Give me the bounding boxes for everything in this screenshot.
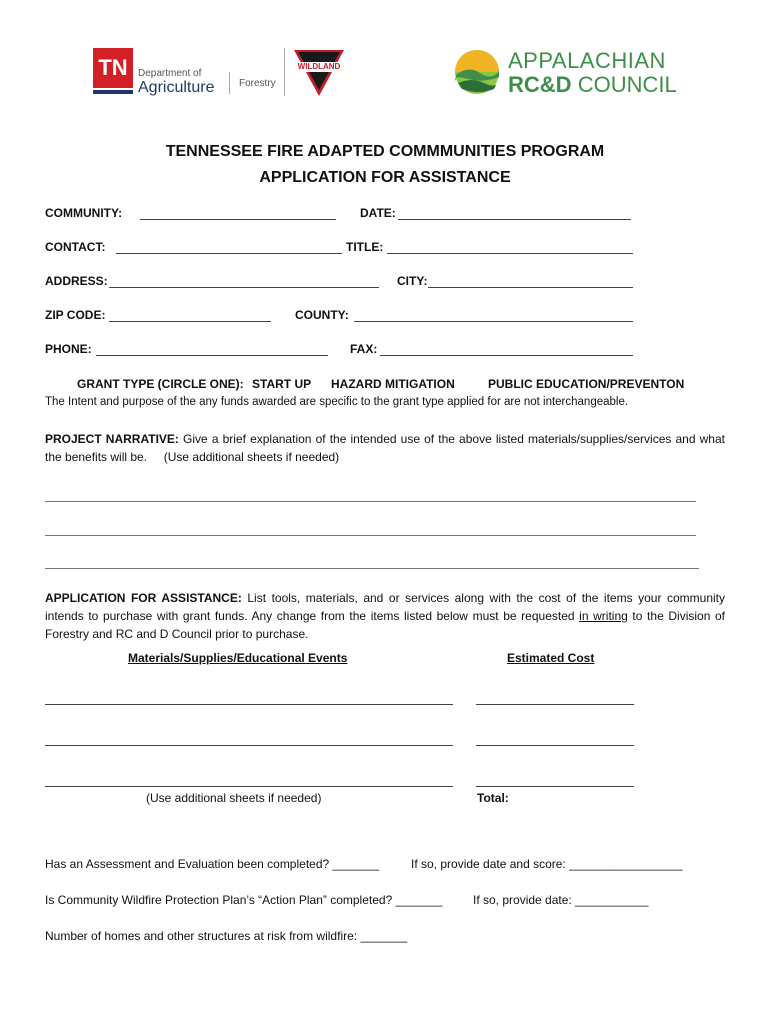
fax-label: FAX: [350, 342, 378, 356]
community-field[interactable] [140, 219, 336, 220]
narrative-line[interactable] [45, 568, 699, 569]
grant-type-label: GRANT TYPE (CIRCLE ONE): [77, 377, 244, 391]
forestry-label: Forestry [239, 78, 276, 89]
wildland-fire-logo [292, 46, 346, 98]
contact-label: CONTACT: [45, 240, 106, 254]
project-narrative-note: (Use additional sheets if needed) [163, 450, 340, 464]
logo-divider [284, 48, 285, 96]
phone-field[interactable] [96, 355, 328, 356]
homes-at-risk-question[interactable]: Number of homes and other structures at risk from wildfire: _______ [45, 929, 408, 943]
date-field[interactable] [398, 219, 631, 220]
city-field[interactable] [428, 287, 633, 288]
application-for-assistance [45, 589, 725, 643]
assessment-followup[interactable]: If so, provide date and score: _________________ [411, 857, 683, 871]
project-narrative-text: Give a brief explanation of the intended use of the above listed materials/supplies/services and what the benefits will be. [45, 432, 725, 464]
materials-line[interactable] [45, 786, 453, 787]
appalachian-rcd-logo [453, 46, 683, 98]
narrative-line[interactable] [45, 535, 696, 536]
contact-field[interactable] [116, 253, 342, 254]
city-label: CITY: [397, 274, 428, 288]
title-field[interactable] [387, 253, 633, 254]
materials-line[interactable] [45, 745, 453, 746]
additional-sheets-note: (Use additional sheets if needed) [146, 791, 322, 805]
community-label: COMMUNITY: [45, 206, 123, 220]
assessment-question[interactable]: Has an Assessment and Evaluation been completed? _______ [45, 857, 380, 871]
materials-column-header: Materials/Supplies/Educational Events [128, 651, 348, 665]
tn-agriculture-logo [93, 48, 233, 96]
grant-option-hazard-mitigation[interactable]: HAZARD MITIGATION [331, 377, 455, 391]
grant-option-public-education[interactable]: PUBLIC EDUCATION/PREVENTON [488, 377, 685, 391]
project-narrative [45, 430, 725, 466]
rolling-hills-icon [454, 49, 500, 95]
project-narrative-label: PROJECT NARRATIVE: [45, 432, 179, 446]
arc-line1: APPALACHIAN [508, 48, 666, 73]
cost-line[interactable] [476, 704, 634, 705]
cost-line[interactable] [476, 745, 634, 746]
materials-line[interactable] [45, 704, 453, 705]
grant-note: The Intent and purpose of the any funds awarded are specific to the grant type applied for are not interchangeable. [45, 396, 629, 408]
application-label: APPLICATION FOR ASSISTANCE: [45, 591, 242, 605]
grant-option-start-up[interactable]: START UP [252, 377, 312, 391]
total-label: Total: [477, 791, 509, 805]
tn-badge: TN [93, 48, 133, 88]
address-field[interactable] [109, 287, 379, 288]
wildland-label: WILDLAND [297, 62, 341, 71]
arc-rcd-label: RC&D [508, 72, 572, 97]
page-title-line1: TENNESSEE FIRE ADAPTED COMMMUNITIES PROGRAM [165, 143, 605, 160]
logo-divider [229, 72, 230, 94]
application-text-underline: in writing [579, 609, 628, 623]
application-text-b: to the Division of Forestry and RC and D Council prior to purchase. [45, 609, 725, 641]
dept-of-label: Department of [138, 68, 202, 79]
date-label: DATE: [360, 206, 396, 220]
phone-label: PHONE: [45, 342, 92, 356]
narrative-line[interactable] [45, 501, 696, 502]
county-label: COUNTY: [295, 308, 349, 322]
cwpp-question[interactable]: Is Community Wildfire Protection Plan’s “Action Plan” completed? _______ [45, 893, 443, 907]
fax-field[interactable] [380, 355, 633, 356]
title-label: TITLE: [346, 240, 384, 254]
application-text-a: List tools, materials, and or services along with the cost of the items your community intends to purchase with grant funds. Any change from the items listed below must be requested [45, 591, 725, 623]
arc-council-label: COUNCIL [577, 72, 677, 97]
cost-line[interactable] [476, 786, 634, 787]
tn-stripe [93, 90, 133, 94]
estimated-cost-column-header: Estimated Cost [507, 651, 595, 665]
zip-field[interactable] [109, 321, 271, 322]
agriculture-label: Agriculture [138, 79, 215, 96]
county-field[interactable] [354, 321, 633, 322]
zip-label: ZIP CODE: [45, 308, 106, 322]
address-label: ADDRESS: [45, 274, 108, 288]
page-title-line2: APPLICATION FOR ASSISTANCE [259, 169, 511, 186]
cwpp-followup[interactable]: If so, provide date: ___________ [473, 893, 649, 907]
arc-line2 [508, 72, 677, 98]
